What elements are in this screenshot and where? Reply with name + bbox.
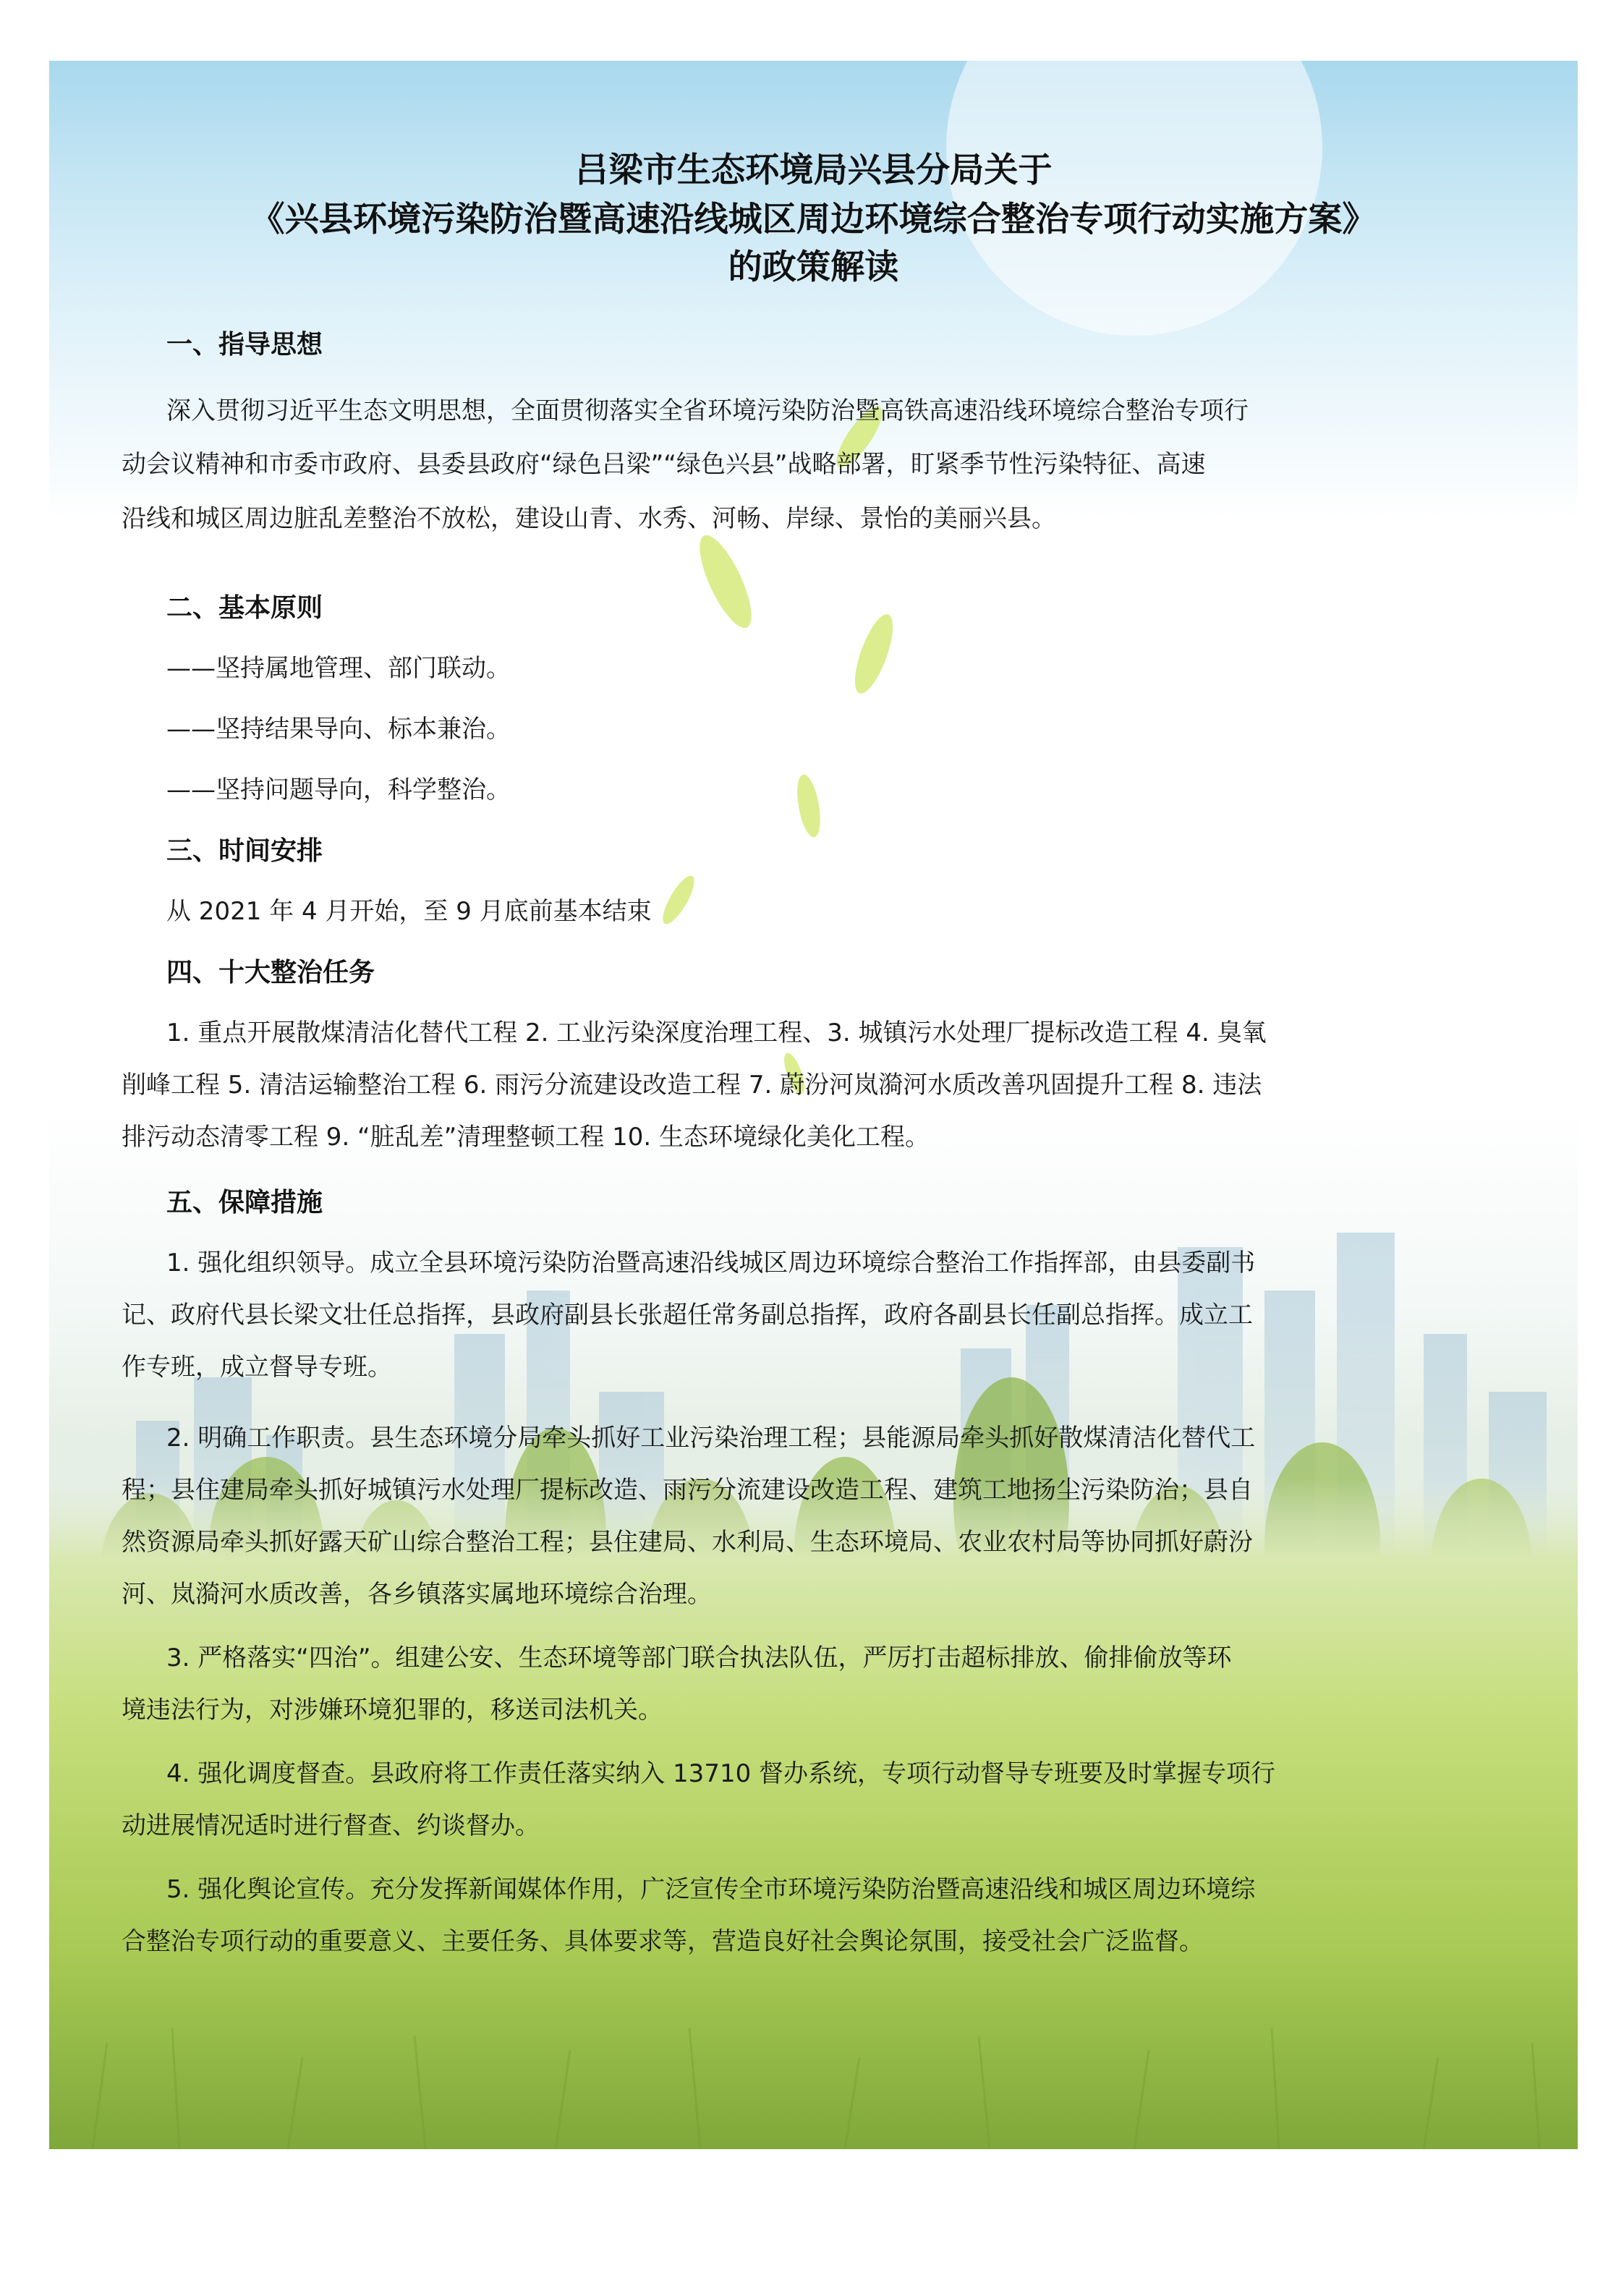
poster: [49, 61, 1578, 2149]
paragraph-line: 深入贯彻习近平生态文明思想，全面贯彻落实全省环境污染防治暨高铁高速沿线环境综合整治专项行: [166, 396, 1249, 425]
document-body: [49, 61, 1578, 2149]
principle-item: ——坚持问题导向，科学整治。: [166, 775, 511, 804]
section-heading-ten-tasks: 四、十大整治任务: [166, 958, 375, 987]
paragraph-line: 削峰工程 5. 清洁运输整治工程 6. 雨污分流建设改造工程 7. 蔚汾河岚漪河水质改善巩固提升工程 8. 违法: [122, 1071, 1262, 1100]
paragraph-line: 程；县住建局牵头抓好城镇污水处理厂提标改造、雨污分流建设改造工程、建筑工地扬尘污染防治；县自: [122, 1476, 1253, 1505]
section-heading-basic-principles: 二、基本原则: [166, 593, 323, 623]
title-line-1: 吕梁市生态环境局兴县分局关于: [574, 150, 1053, 190]
paragraph-line: 动会议精神和市委市政府、县委县政府“绿色吕梁”“绿色兴县”战略部署，盯紧季节性污染特征、高速: [122, 450, 1206, 479]
schedule-text: 从 2021 年 4 月开始，至 9 月底前基本结束: [166, 897, 652, 926]
paragraph-line: 境违法行为，对涉嫌环境犯罪的，移送司法机关。: [122, 1696, 663, 1725]
section-heading-safeguards: 五、保障措施: [166, 1188, 323, 1217]
section-heading-guiding-ideology: 一、指导思想: [166, 330, 323, 360]
paragraph-line: 作专班，成立督导专班。: [122, 1353, 392, 1382]
paragraph-line: 1. 重点开展散煤清洁化替代工程 2. 工业污染深度治理工程、3. 城镇污水处理厂提标改造工程 4. 臭氧: [166, 1019, 1267, 1047]
paragraph-line: 河、岚漪河水质改善，各乡镇落实属地环境综合治理。: [122, 1580, 712, 1609]
paragraph-line: 沿线和城区周边脏乱差整治不放松，建设山青、水秀、河畅、岸绿、景怡的美丽兴县。: [122, 504, 1056, 533]
paragraph-line: 2. 明确工作职责。县生态环境分局牵头抓好工业污染治理工程；县能源局牵头抓好散煤清洁化替代工: [166, 1424, 1256, 1453]
paragraph-line: 记、政府代县长梁文壮任总指挥，县政府副县长张超任常务副总指挥，政府各副县长任副总指挥。成立工: [122, 1301, 1253, 1330]
paragraph-line: 排污动态清零工程 9. “脏乱差”清理整顿工程 10. 生态环境绿化美化工程。: [122, 1123, 930, 1152]
section-heading-schedule: 三、时间安排: [166, 836, 323, 866]
paragraph-line: 然资源局牵头抓好露天矿山综合整治工程；县住建局、水利局、生态环境局、农业农村局等协同抓好蔚汾: [122, 1528, 1253, 1557]
title-line-3: 的政策解读: [728, 247, 899, 287]
paragraph-line: 合整治专项行动的重要意义、主要任务、具体要求等，营造良好社会舆论氛围，接受社会广泛监督。: [122, 1927, 1204, 1956]
title-line-2: 《兴县环境污染防治暨高速沿线城区周边环境综合整治专项行动实施方案》: [250, 200, 1377, 239]
paragraph-line: 1. 强化组织领导。成立全县环境污染防治暨高速沿线城区周边环境综合整治工作指挥部，由县委副书: [166, 1249, 1256, 1277]
principle-item: ——坚持属地管理、部门联动。: [166, 654, 511, 683]
principle-item: ——坚持结果导向、标本兼治。: [166, 715, 511, 744]
paragraph-line: 5. 强化舆论宣传。充分发挥新闻媒体作用，广泛宣传全市环境污染防治暨高速沿线和城区周边环境综: [166, 1875, 1256, 1904]
paragraph-line: 3. 严格落实“四治”。组建公安、生态环境等部门联合执法队伍，严厉打击超标排放、偷排偷放等环: [166, 1644, 1232, 1672]
paragraph-line: 动进展情况适时进行督查、约谈督办。: [122, 1811, 540, 1840]
paragraph-line: 4. 强化调度督查。县政府将工作责任落实纳入 13710 督办系统，专项行动督导专班要及时掌握专项行: [166, 1759, 1276, 1788]
